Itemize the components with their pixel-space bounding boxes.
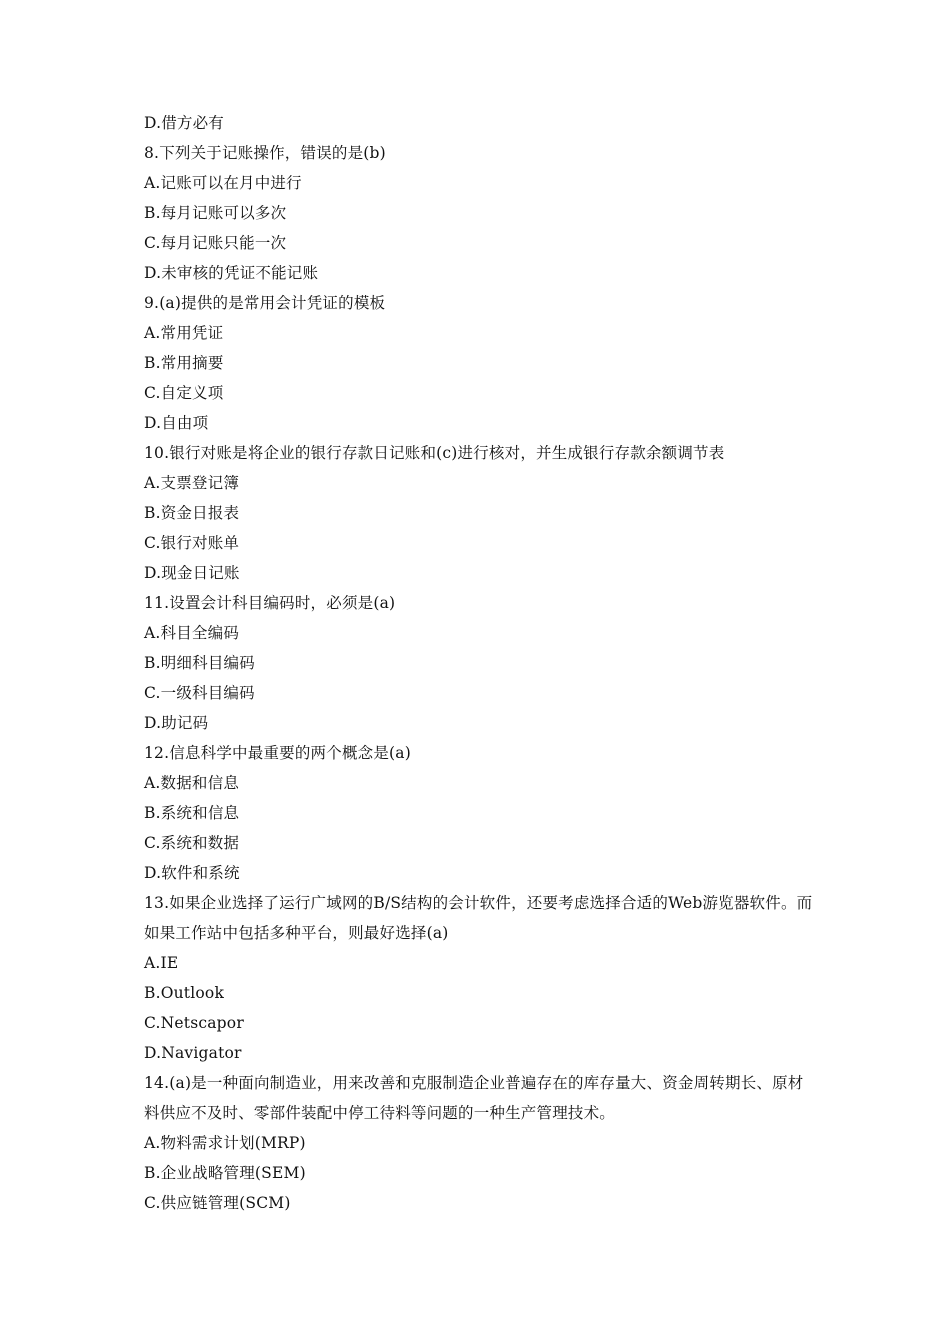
option-line: B.每月记账可以多次 (144, 204, 287, 222)
option-line: D.软件和系统 (144, 864, 240, 882)
option-line: D.Navigator (144, 1044, 242, 1062)
option-line: B.资金日报表 (144, 504, 240, 522)
option-line: B.企业战略管理(SEM) (144, 1164, 306, 1182)
option-line: D.未审核的凭证不能记账 (144, 264, 319, 282)
option-line: C.每月记账只能一次 (144, 234, 287, 252)
option-line: A.数据和信息 (144, 774, 240, 792)
question-line: 11.设置会计科目编码时，必须是(a) (144, 594, 396, 612)
question-line: 12.信息科学中最重要的两个概念是(a) (144, 744, 411, 762)
option-line: C.银行对账单 (144, 534, 240, 552)
option-line: D.自由项 (144, 414, 209, 432)
option-line: A.IE (144, 954, 179, 972)
option-line: B.明细科目编码 (144, 654, 255, 672)
option-line: C.系统和数据 (144, 834, 240, 852)
option-line: C.Netscapor (144, 1014, 244, 1032)
option-line: C.自定义项 (144, 384, 224, 402)
option-line: A.支票登记簿 (144, 474, 240, 492)
option-line: D.助记码 (144, 714, 209, 732)
question-line: 9.(a)提供的是常用会计凭证的模板 (144, 294, 386, 312)
option-line: C.供应链管理(SCM) (144, 1194, 291, 1212)
question-line: 8.下列关于记账操作，错误的是(b) (144, 144, 386, 162)
question-line: 10.银行对账是将企业的银行存款日记账和(c)进行核对，并生成银行存款余额调节表 (144, 444, 725, 462)
question-14: 14.(a)是一种面向制造业，用来改善和克服制造企业普遍存在的库存量大、资金周转期长、原材料供应不及时、零部件装配中停工待料等问题的一种生产管理技术。 (144, 1074, 804, 1122)
option-line: B.常用摘要 (144, 354, 224, 372)
option-line: A.常用凭证 (144, 324, 224, 342)
document-page (144, 108, 814, 1218)
option-line: A.物料需求计划(MRP) (144, 1134, 306, 1152)
option-line: D.现金日记账 (144, 564, 240, 582)
option-line: C.一级科目编码 (144, 684, 255, 702)
question-13: 13.如果企业选择了运行广域网的B/S结构的会计软件，还要考虑选择合适的Web游览器软件。而如果工作站中包括多种平台，则最好选择(a) (144, 894, 813, 942)
option-line: A.记账可以在月中进行 (144, 174, 302, 192)
option-line: B.Outlook (144, 984, 225, 1002)
option-line: A.科目全编码 (144, 624, 240, 642)
option-line: B.系统和信息 (144, 804, 240, 822)
option-line: D.借方必有 (144, 114, 225, 132)
